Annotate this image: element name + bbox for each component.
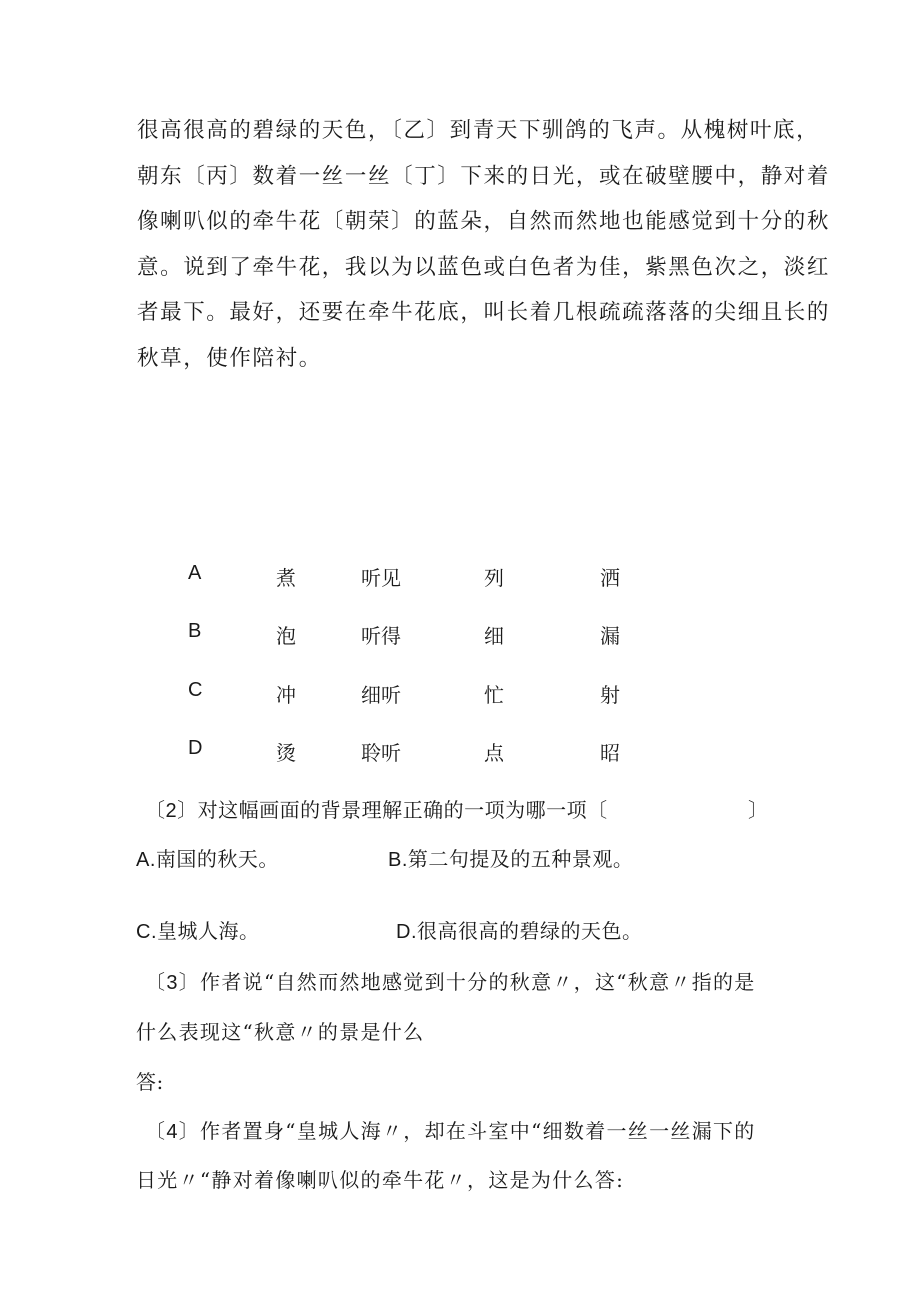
option-row-a <box>0 562 920 602</box>
option-cell: 听得 <box>361 624 401 648</box>
question-text: 〕作者置身“皇城人海〃，却在斗室中“细数着一丝一丝漏下的 <box>178 1119 756 1143</box>
question-4-line2: 日光〃“静对着像喇叭似的牵牛花〃，这是为什么答: <box>136 1168 625 1192</box>
option-letter: C <box>188 679 203 701</box>
passage-line: 像喇叭似的牵牛花〔朝荣〕的蓝朵，自然而然地也能感觉到十分的秋 <box>137 209 831 234</box>
passage-line: 朝东〔丙〕数着一丝一丝〔丁〕下来的日光，或在破壁腰中，静对着 <box>137 163 831 189</box>
choice-text: 很高很高的碧绿的天色。 <box>417 919 643 943</box>
option-cell: 聆听 <box>361 741 401 765</box>
option-cell: 细听 <box>361 683 401 707</box>
option-cell: 冲 <box>276 683 296 707</box>
bracket-open: 〔 <box>145 798 166 822</box>
answer-label: 答: <box>136 1070 164 1094</box>
question-3-line2: 什么表现这“秋意〃的景是什么 <box>136 1020 425 1044</box>
choice-text: 南国的秋天。 <box>155 847 279 871</box>
choice-letter: C. <box>136 921 157 943</box>
passage-line: 秋草，使作陪衬。 <box>137 345 322 371</box>
option-letter: D <box>188 737 203 759</box>
choice-letter: A. <box>136 849 156 871</box>
choice-letter: D. <box>396 921 417 943</box>
question-number: 2 <box>165 800 178 822</box>
question-4-line1 <box>145 1115 756 1144</box>
choice-a <box>136 843 279 872</box>
answer-blank-close: 〕 <box>748 798 769 822</box>
option-cell: 煮 <box>276 566 296 590</box>
choice-text: 皇城人海。 <box>157 919 260 943</box>
option-cell: 列 <box>484 566 504 590</box>
option-letter: A <box>188 562 202 584</box>
choice-text: 第二句提及的五种景观。 <box>407 847 634 871</box>
option-letter: B <box>188 620 202 642</box>
option-cell: 射 <box>600 683 620 707</box>
option-cell: 烫 <box>276 741 296 765</box>
question-number: 4 <box>166 1121 179 1143</box>
option-cell: 点 <box>484 741 504 765</box>
choice-b <box>388 843 633 872</box>
option-cell: 昭 <box>600 741 620 765</box>
option-cell: 听见 <box>361 566 401 590</box>
option-row-c <box>0 679 920 719</box>
choice-letter: B. <box>388 849 408 871</box>
passage <box>137 108 831 381</box>
choice-c <box>136 915 260 944</box>
question-3-line1 <box>145 966 756 995</box>
option-cell: 泡 <box>276 624 296 648</box>
passage-line: 者最下。最好，还要在牵牛花底，叫长着几根疏疏落落的尖细且长的 <box>137 300 831 325</box>
option-row-d <box>0 737 920 777</box>
bracket-open: 〔 <box>145 1119 167 1143</box>
passage-line: 很高很高的碧绿的天色，〔乙〕到青天下驯鸽的飞声。从槐树叶底， <box>137 118 820 143</box>
passage-line: 意。说到了牵牛花，我以为以蓝色或白色者为佳，紫黑色次之，淡红 <box>137 254 831 280</box>
option-cell: 细 <box>484 624 504 648</box>
question-2-stem <box>145 794 608 823</box>
choice-d <box>396 915 643 944</box>
option-cell: 漏 <box>600 624 620 648</box>
option-cell: 忙 <box>484 683 504 707</box>
question-text: 〕对这幅画面的背景理解正确的一项为哪一项〔 <box>177 798 608 822</box>
option-cell: 洒 <box>600 566 620 590</box>
bracket-open: 〔 <box>145 970 167 994</box>
option-row-b <box>0 620 920 660</box>
question-number: 3 <box>166 972 179 994</box>
question-text: 〕作者说“自然而然地感觉到十分的秋意〃，这“秋意〃指的是 <box>178 970 756 994</box>
